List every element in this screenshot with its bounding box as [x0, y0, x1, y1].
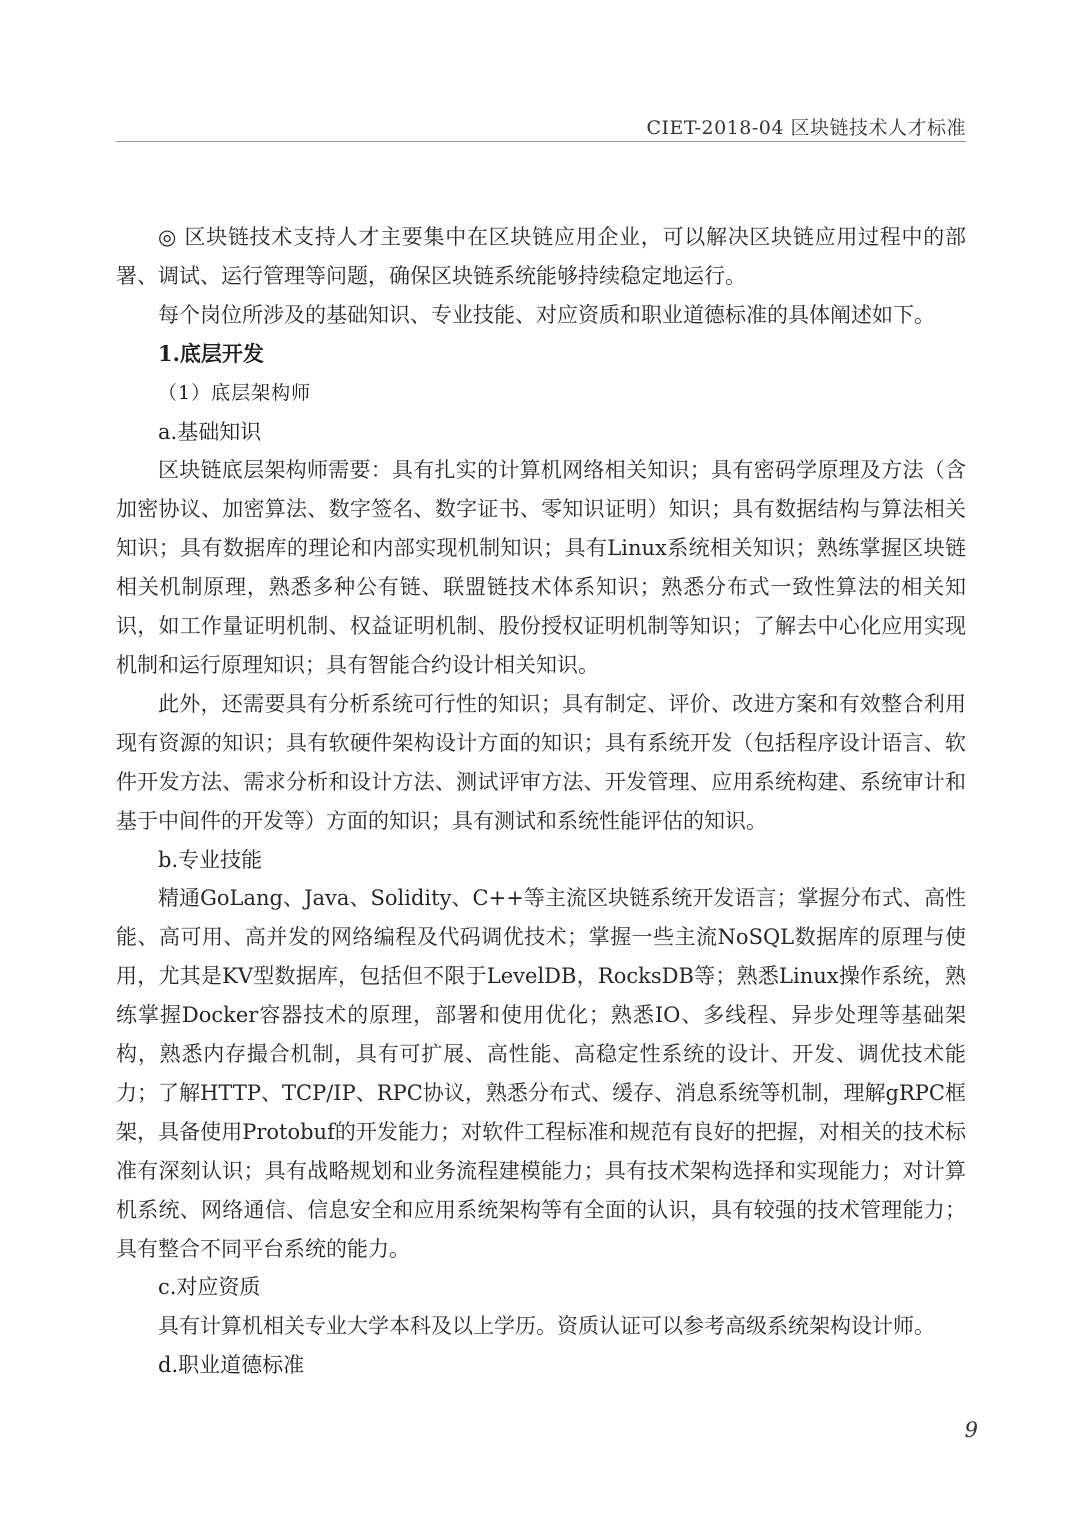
part-c-heading: c.对应资质: [158, 1275, 261, 1300]
intro-paragraph: ◎ 区块链技术支持人才主要集中在区块链应用企业，可以解决区块链应用过程中的部署、调试、运行管理等问题，确保区块链系统能够持续稳定地运行。: [116, 225, 966, 288]
part-b-heading: b.专业技能: [158, 847, 263, 872]
part-a-paragraph-1: 区块链底层架构师需要：具有扎实的计算机网络相关知识；具有密码学原理及方法（含加密协议、加密算法、数字签名、数字证书、零知识证明）知识；具有数据结构与算法相关知识；具有数据库的理论和内部实现机制知识；具有Linux系统相关知识；熟练掌握区块链相关机制原理，熟悉多种公有链、联盟链技术体系知识；熟悉分布式一致性算法的相关知识，如工作量证明机制、权益证明机制、股份授权证明机制等知识；了解去中心化应用实现机制和运行原理知识；具有智能合约设计相关知识。: [116, 458, 966, 677]
subsection-heading: （1）底层架构师: [158, 381, 312, 404]
part-a-heading: a.基础知识: [158, 419, 262, 444]
part-a-paragraph-2: 此外，还需要具有分析系统可行性的知识；具有制定、评价、改进方案和有效整合利用现有资源的知识；具有软硬件架构设计方面的知识；具有系统开发（包括程序设计语言、软件开发方法、需求分析和设计方法、测试评审方法、开发管理、应用系统构建、系统审计和基于中间件的开发等）方面的知识；具有测试和系统性能评估的知识。: [116, 691, 966, 833]
running-header: CIET-2018-04 区块链技术人才标准: [646, 117, 966, 139]
overview-paragraph: 每个岗位所涉及的基础知识、专业技能、对应资质和职业道德标准的具体阐述如下。: [158, 302, 935, 327]
header-divider: [116, 141, 966, 142]
section-heading: 1.底层开发: [158, 340, 264, 366]
part-d-heading: d.职业道德标准: [158, 1353, 305, 1378]
part-b-paragraph: 精通GoLang、Java、Solidity、C++等主流区块链系统开发语言；掌握分布式、高性能、高可用、高并发的网络编程及代码调优技术；掌握一些主流NoSQL数据库的原理与使用，尤其是KV型数据库，包括但不限于LevelDB，RocksDB等；熟悉Linux操作系统，熟练掌握Docker容器技术的原理，部署和使用优化；熟悉IO、多线程、异步处理等基础架构，熟悉内存撮合机制，具有可扩展、高性能、高稳定性系统的设计、开发、调优技术能力；了解HTTP、TCP/IP、RPC协议，熟悉分布式、缓存、消息系统等机制，理解gRPC框架，具备使用Protobuf的开发能力；对软件工程标准和规范有良好的把握，对相关的技术标准有深刻认识；具有战略规划和业务流程建模能力；具有技术架构选择和实现能力；对计算机系统、网络通信、信息安全和应用系统架构等有全面的认识，具有较强的技术管理能力；具有整合不同平台系统的能力。: [116, 886, 966, 1261]
part-c-paragraph: 具有计算机相关专业大学本科及以上学历。资质认证可以参考高级系统架构设计师。: [158, 1314, 935, 1339]
page-number: 9: [964, 1418, 978, 1442]
document-body: [116, 218, 966, 1385]
